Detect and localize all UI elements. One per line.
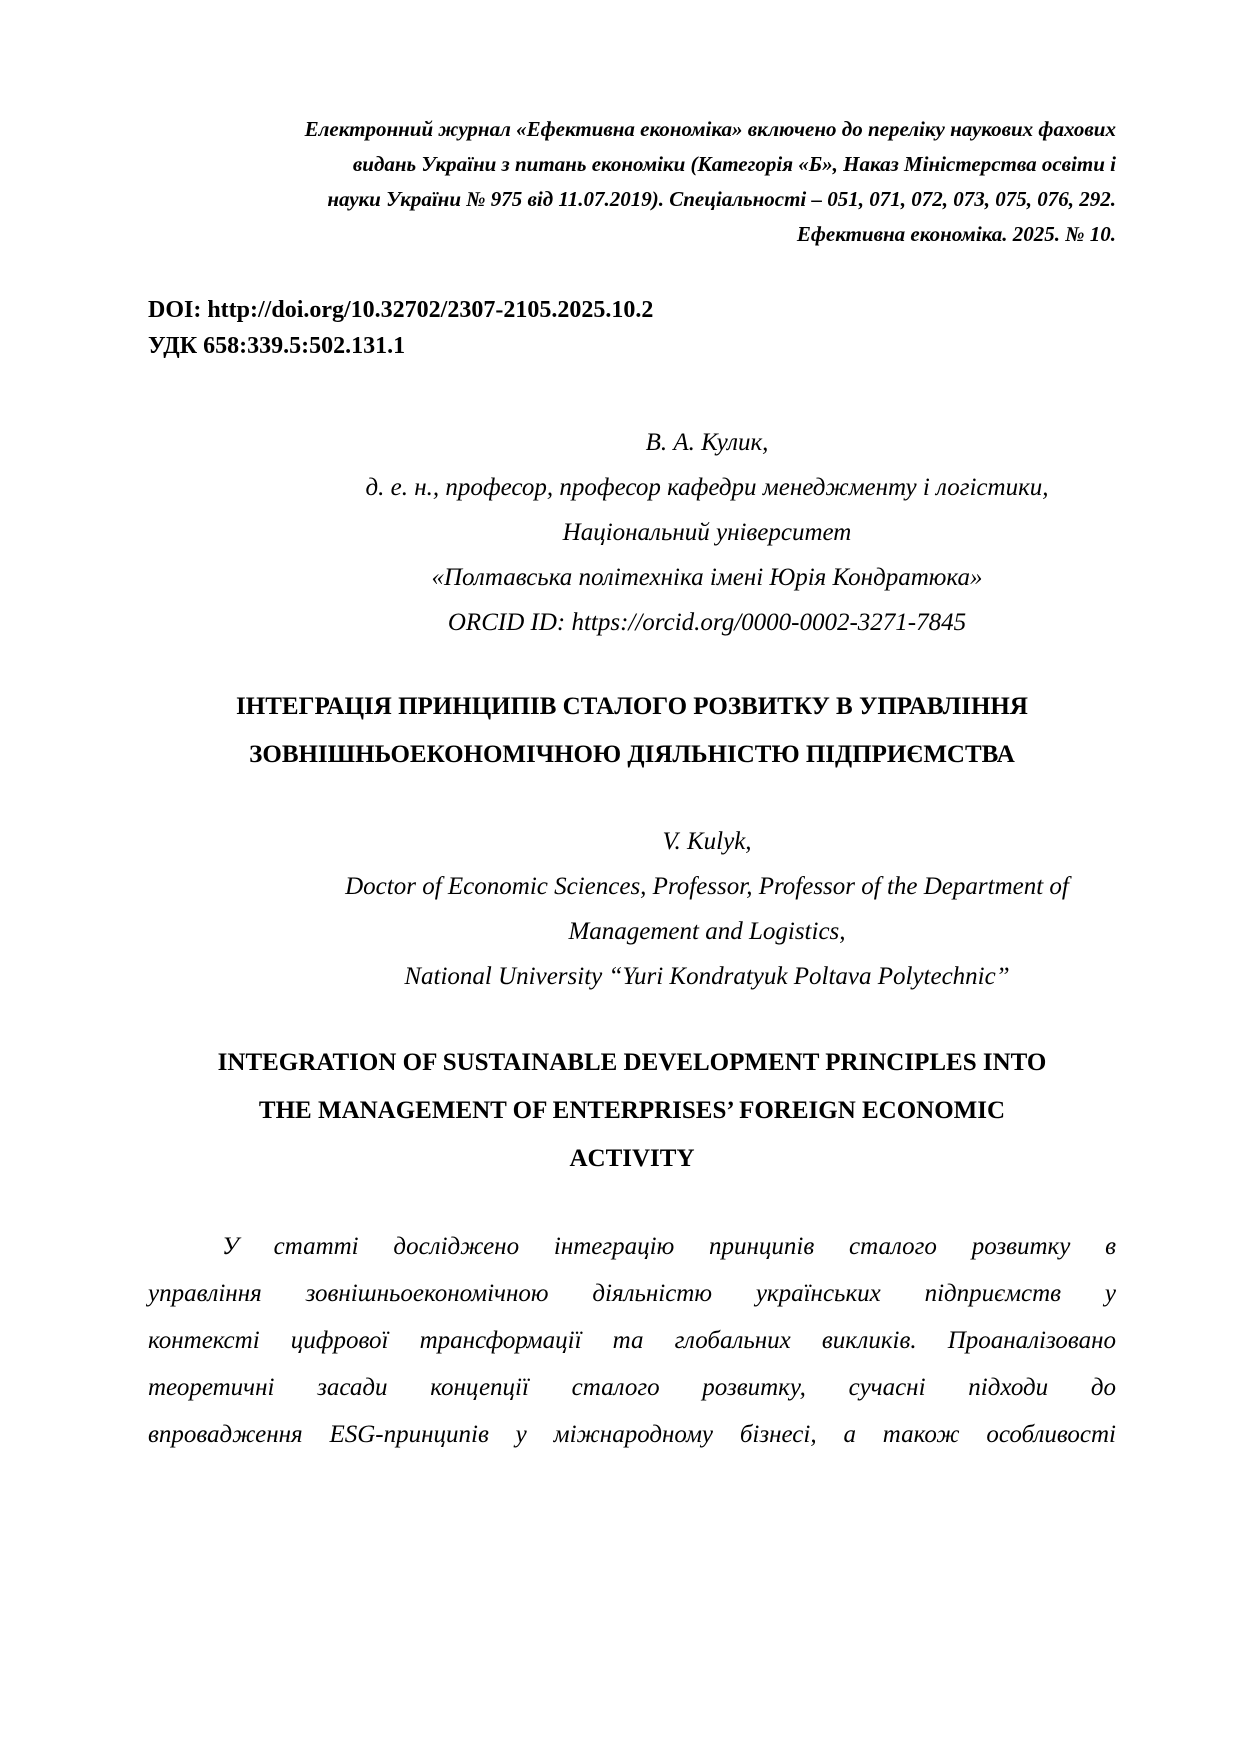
doi[interactable]: DOI: http://doi.org/10.32702/2307-2105.2025.10.2 xyxy=(148,297,654,323)
abstract-line: управління зовнішньоекономічною діяльністю українських підприємств у xyxy=(148,1280,1116,1307)
title-line: THE MANAGEMENT OF ENTERPRISES’ FOREIGN ECONOMIC xyxy=(258,1097,1006,1124)
abstract-line: контексті цифрової трансформації та глобальних викликів. Проаналізовано xyxy=(148,1327,1116,1354)
author-affiliation-ua: Національний університет xyxy=(562,519,852,546)
author-position-en: Management and Logistics, xyxy=(568,918,846,945)
paper-title-ua xyxy=(148,683,1116,779)
identifiers xyxy=(148,292,1116,364)
title-line: ЗОВНІШНЬОЕКОНОМІЧНОЮ ДІЯЛЬНІСТЮ ПІДПРИЄМСТВА xyxy=(249,741,1015,768)
author-name-ua: В. А. Кулик, xyxy=(645,429,769,456)
journal-info-line: науки України № 975 від 11.07.2019). Спеціальності – 051, 071, 072, 073, 075, 076, 292. xyxy=(327,187,1116,211)
author-name-en: V. Kulyk, xyxy=(662,828,752,855)
author-orcid[interactable]: ORCID ID: https://orcid.org/0000-0002-3271-7845 xyxy=(447,609,967,636)
paper-title-en xyxy=(148,1039,1116,1183)
title-line: INTEGRATION OF SUSTAINABLE DEVELOPMENT PRINCIPLES INTO xyxy=(217,1049,1047,1076)
journal-info xyxy=(148,112,1116,252)
author-position-en: Doctor of Economic Sciences, Professor, Professor of the Department of xyxy=(345,873,1069,900)
author-info-en xyxy=(148,819,1116,999)
title-line: ІНТЕГРАЦІЯ ПРИНЦИПІВ СТАЛОГО РОЗВИТКУ В УПРАВЛІННЯ xyxy=(236,693,1028,720)
abstract-line: впровадження ESG-принципів у міжнародному бізнесі, а також особливості xyxy=(148,1421,1116,1448)
abstract-line: теоретичні засади концепції сталого розвитку, сучасні підходи до xyxy=(148,1374,1116,1401)
author-position-ua: д. е. н., професор, професор кафедри менеджменту і логістики, xyxy=(365,474,1049,501)
abstract xyxy=(148,1223,1116,1458)
abstract-line: У статті досліджено інтеграцію принципів сталого розвитку в xyxy=(222,1233,1116,1260)
journal-info-line: видань України з питань економіки (Категорія «Б», Наказ Міністерства освіти і xyxy=(352,152,1116,176)
author-affiliation-en: National University “Yuri Kondratyuk Poltava Polytechnic” xyxy=(404,963,1010,990)
journal-info-line: Електронний журнал «Ефективна економіка» включено до переліку наукових фахових xyxy=(304,117,1116,141)
udc: УДК 658:339.5:502.131.1 xyxy=(148,333,406,359)
paper-page xyxy=(148,112,1116,1458)
journal-info-line: Ефективна економіка. 2025. № 10. xyxy=(796,222,1116,246)
author-affiliation-ua: «Полтавська політехніка імені Юрія Кондратюка» xyxy=(431,564,983,591)
title-line: ACTIVITY xyxy=(569,1145,695,1172)
author-info-ua xyxy=(148,420,1116,645)
